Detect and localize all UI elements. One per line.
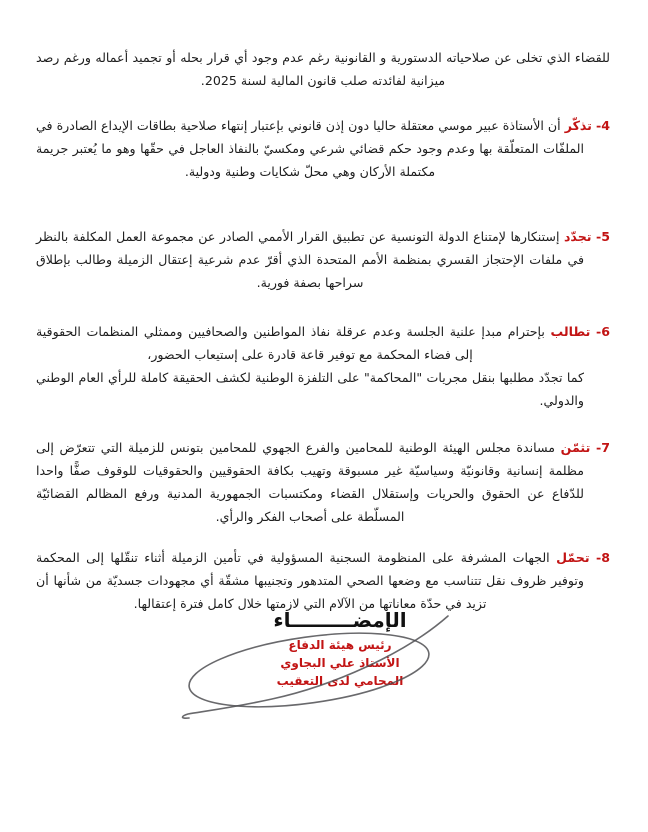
signature-title: المحامي لدى التعقيب [276,674,404,688]
item-7-keyword: تثمّن [560,440,591,455]
item-4-text: أن الأستاذة عبير موسي معتقلة حاليا دون إذن قانوني بإعتبار إنتهاء صلاحية بطاقات الإيداع الصادرة في الملفّات المتعلّقة بها وعدم وجود حكم قضائي شرعي ومكسيّ بالنفاذ العاجل في حقّها وهو ما يُعتبر جريمة مكتملة الأركان وهي محلّ شكايات وطنية ودولية. [36,118,584,179]
item-4-keyword: تذكّر [564,118,592,133]
item-5-paragraph [36,225,610,294]
item-5-number: 5- [596,229,610,244]
item-6-keyword: تطالب [550,324,591,339]
item-5-keyword: تجدّد [563,229,592,244]
item-8 [36,546,610,615]
signature-block [175,608,505,690]
item-7-text: مساندة مجلس الهيئة الوطنية للمحامين والفرع الجهوي للمحامين بتونس للزميلة التي تتعرّض إلى مظلمة إنسانية وقانونيّة وسياسيّة غير مسبوقة وتهيب بكافة الحقوقيين والحقوقيات للوقوف صفًّا واحدا للدّفاع عن الحقوق والحريات وإستقلال القضاء ومكتسبات الجمهورية المدنية ورفع المظالم القضائيّة المسلّطة على أصحاب الفكر والرأي. [36,440,584,524]
item-6-text: بإحترام مبدإ علنية الجلسة وعدم عرقلة نفاذ المواطنين والصحافيين وممثلي المنظمات الحقوقية إلى فضاء المحكمة مع توفير قاعة قادرة على إستيعاب الحضور، [36,324,545,362]
signature-role: رئيس هيئة الدفاع [288,638,392,652]
item-6-paragraph [36,320,610,366]
item-6 [36,320,610,412]
item-4-paragraph [36,114,610,183]
item-8-keyword: تحمّل [556,550,590,565]
signature-heading: الإمضـــــــــاء [273,608,407,632]
statement-body [36,46,610,615]
item-7 [36,436,610,528]
item-4 [36,114,610,183]
signature-name: الأستاذ علي البجاوي [280,656,400,670]
item-4-number: 4- [595,118,610,133]
intro-paragraph: للقضاء الذي تخلى عن صلاحياته الدستورية و القانونية رغم عدم وجود أي قرار بحله أو تجميد أعماله ورغم رصد ميزانية لفائدته صلب قانون المالية لسنة 2025. [36,50,610,88]
item-5-text: إستنكارها لإمتناع الدولة التونسية عن تطبيق القرار الأممي الصادر عن مجموعة العمل المكلفة بالنظر في ملفات الإحتجاز القسري بمنظمة الأمم المتحدة الذي أقرّ عدم شرعية إعتقال الزميلة وطالب بإطلاق سراحها بصفة فورية. [36,229,584,290]
item-6-number: 6- [596,324,610,339]
item-7-paragraph [36,436,610,528]
item-5 [36,225,610,294]
item-6-continuation: كما تجدّد مطلبها بنقل مجريات "المحاكمة" على التلفزة الوطنية لكشف الحقيقة كاملة للرأي العام الوطني والدولي. [36,370,584,408]
item-8-paragraph [36,546,610,615]
item-8-number: 8- [596,550,610,565]
item-7-number: 7- [596,440,610,455]
item-8-text: الجهات المشرفة على المنظومة السجنية المسؤولية في تأمين الزميلة أثناء تنقّلها إلى المحكمة وتوفير ظروف نقل تتناسب مع وضعها الصحي المتدهور وتجنيبها مشقّة أي مجهودات جسديّة من شأنها أن تزيد في حدّة معاناتها من الآلام التي لازمتها خلال كامل فترة إعتقالها. [36,550,584,611]
